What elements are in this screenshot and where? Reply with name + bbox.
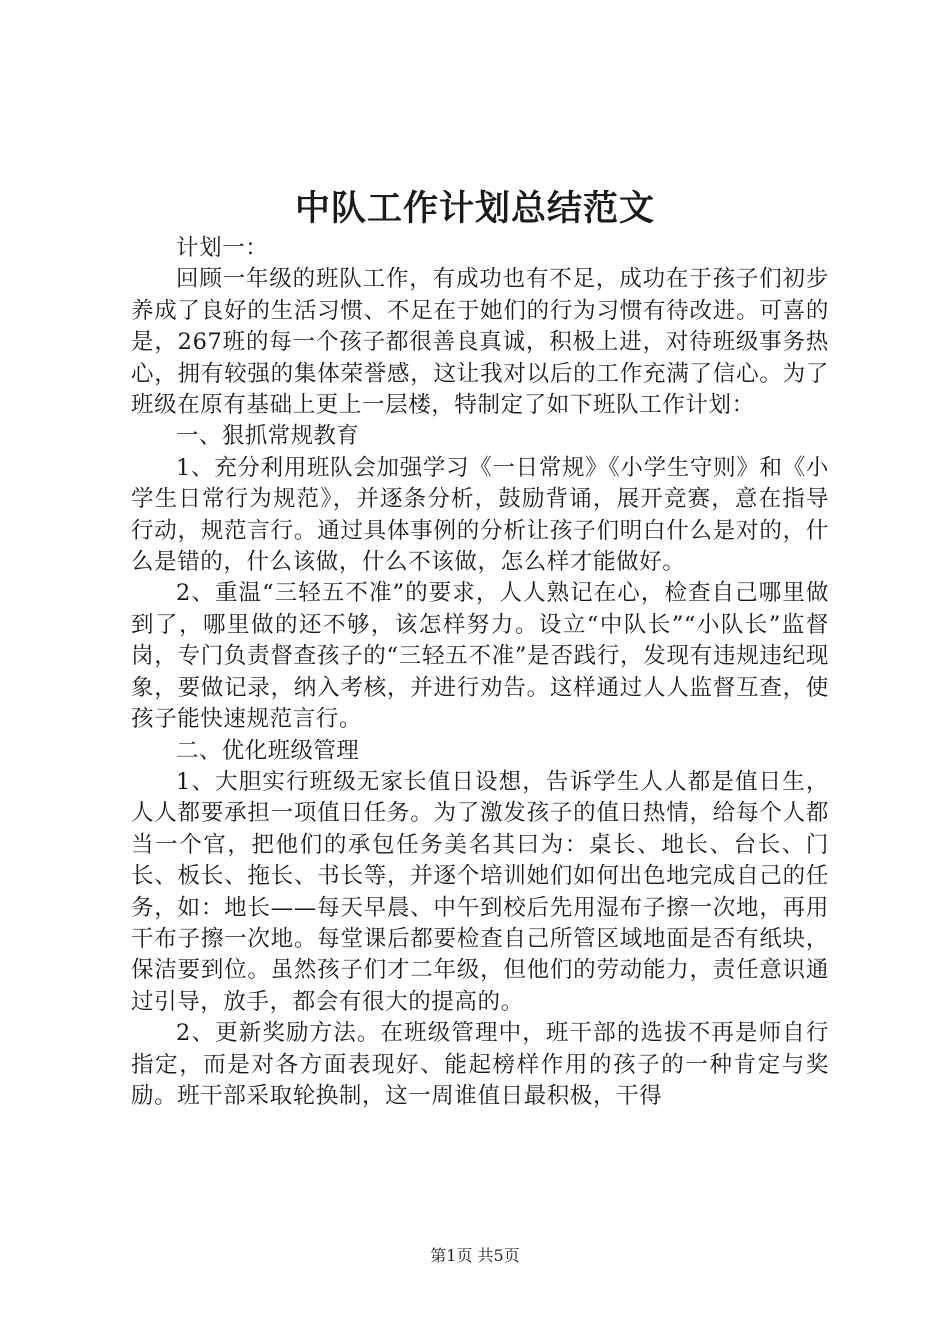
paragraph-routine-1: 1、充分利用班队会加强学习《一日常规》《小学生守则》和《小学生日常行为规范》，并逐条分析，鼓励背诵，展开竞赛，意在指导行动，规范言行。通过具体事例的分析让孩子们明白什么是对的，什么是错的，什么该做，什么不该做，怎么样才能做好。 <box>131 454 829 576</box>
section-heading-routine: 一、狠抓常规教育 <box>176 423 360 450</box>
paragraph-management-1: 1、大胆实行班级无家长值日设想，告诉学生人人都是值日生，人人都要承担一项值日任务。为了激发孩子的值日热情，给每个人都当一个官，把他们的承包任务美名其曰为：桌长、地长、台长、门长、板长、拖长、书长等，并逐个培训她们如何出色地完成自己的任务，如：地长——每天早晨、中午到校后先用湿布子擦一次地，再用干布子擦一次地。每堂课后都要检查自己所管区域地面是否有纸块，保洁要到位。虽然孩子们才二年级，但他们的劳动能力，责任意识通过引导，放手，都会有很大的提高的。 <box>131 768 829 1015</box>
page-number-footer: 第1页 共5页 <box>430 1246 520 1265</box>
paragraph-management-2: 2、更新奖励方法。在班级管理中，班干部的选拔不再是师自行指定，而是对各方面表现好、能起榜样作用的孩子的一种肯定与奖励。班干部采取轮换制，这一周谁值日最积极，干得 <box>131 1020 829 1109</box>
paragraph-intro: 回顾一年级的班队工作，有成功也有不足，成功在于孩子们初步养成了良好的生活习惯、不足在于她们的行为习惯有待改进。可喜的是，267班的每一个孩子都很善良真诚，积极上进，对待班级事务热心，拥有较强的集体荣誉感，这让我对以后的工作充满了信心。为了班级在原有基础上更上一层楼，特制定了如下班队工作计划： <box>131 266 829 419</box>
section-heading-management: 二、优化班级管理 <box>176 737 360 764</box>
paragraph-plan-label: 计划一： <box>176 235 269 261</box>
document-body <box>131 233 829 1112</box>
document-title: 中队工作计划总结范文 <box>294 188 655 229</box>
paragraph-routine-2: 2、重温“三轻五不准”的要求，人人熟记在心，检查自己哪里做到了，哪里做的还不够，该怎样努力。设立“中队长”“小队长”监督岗，专门负责督查孩子的“三轻五不准”是否践行，发现有违规违纪现象，要做记录，纳入考核，并进行劝告。这样通过人人监督互查，使孩子能快速规范言行。 <box>131 580 829 733</box>
